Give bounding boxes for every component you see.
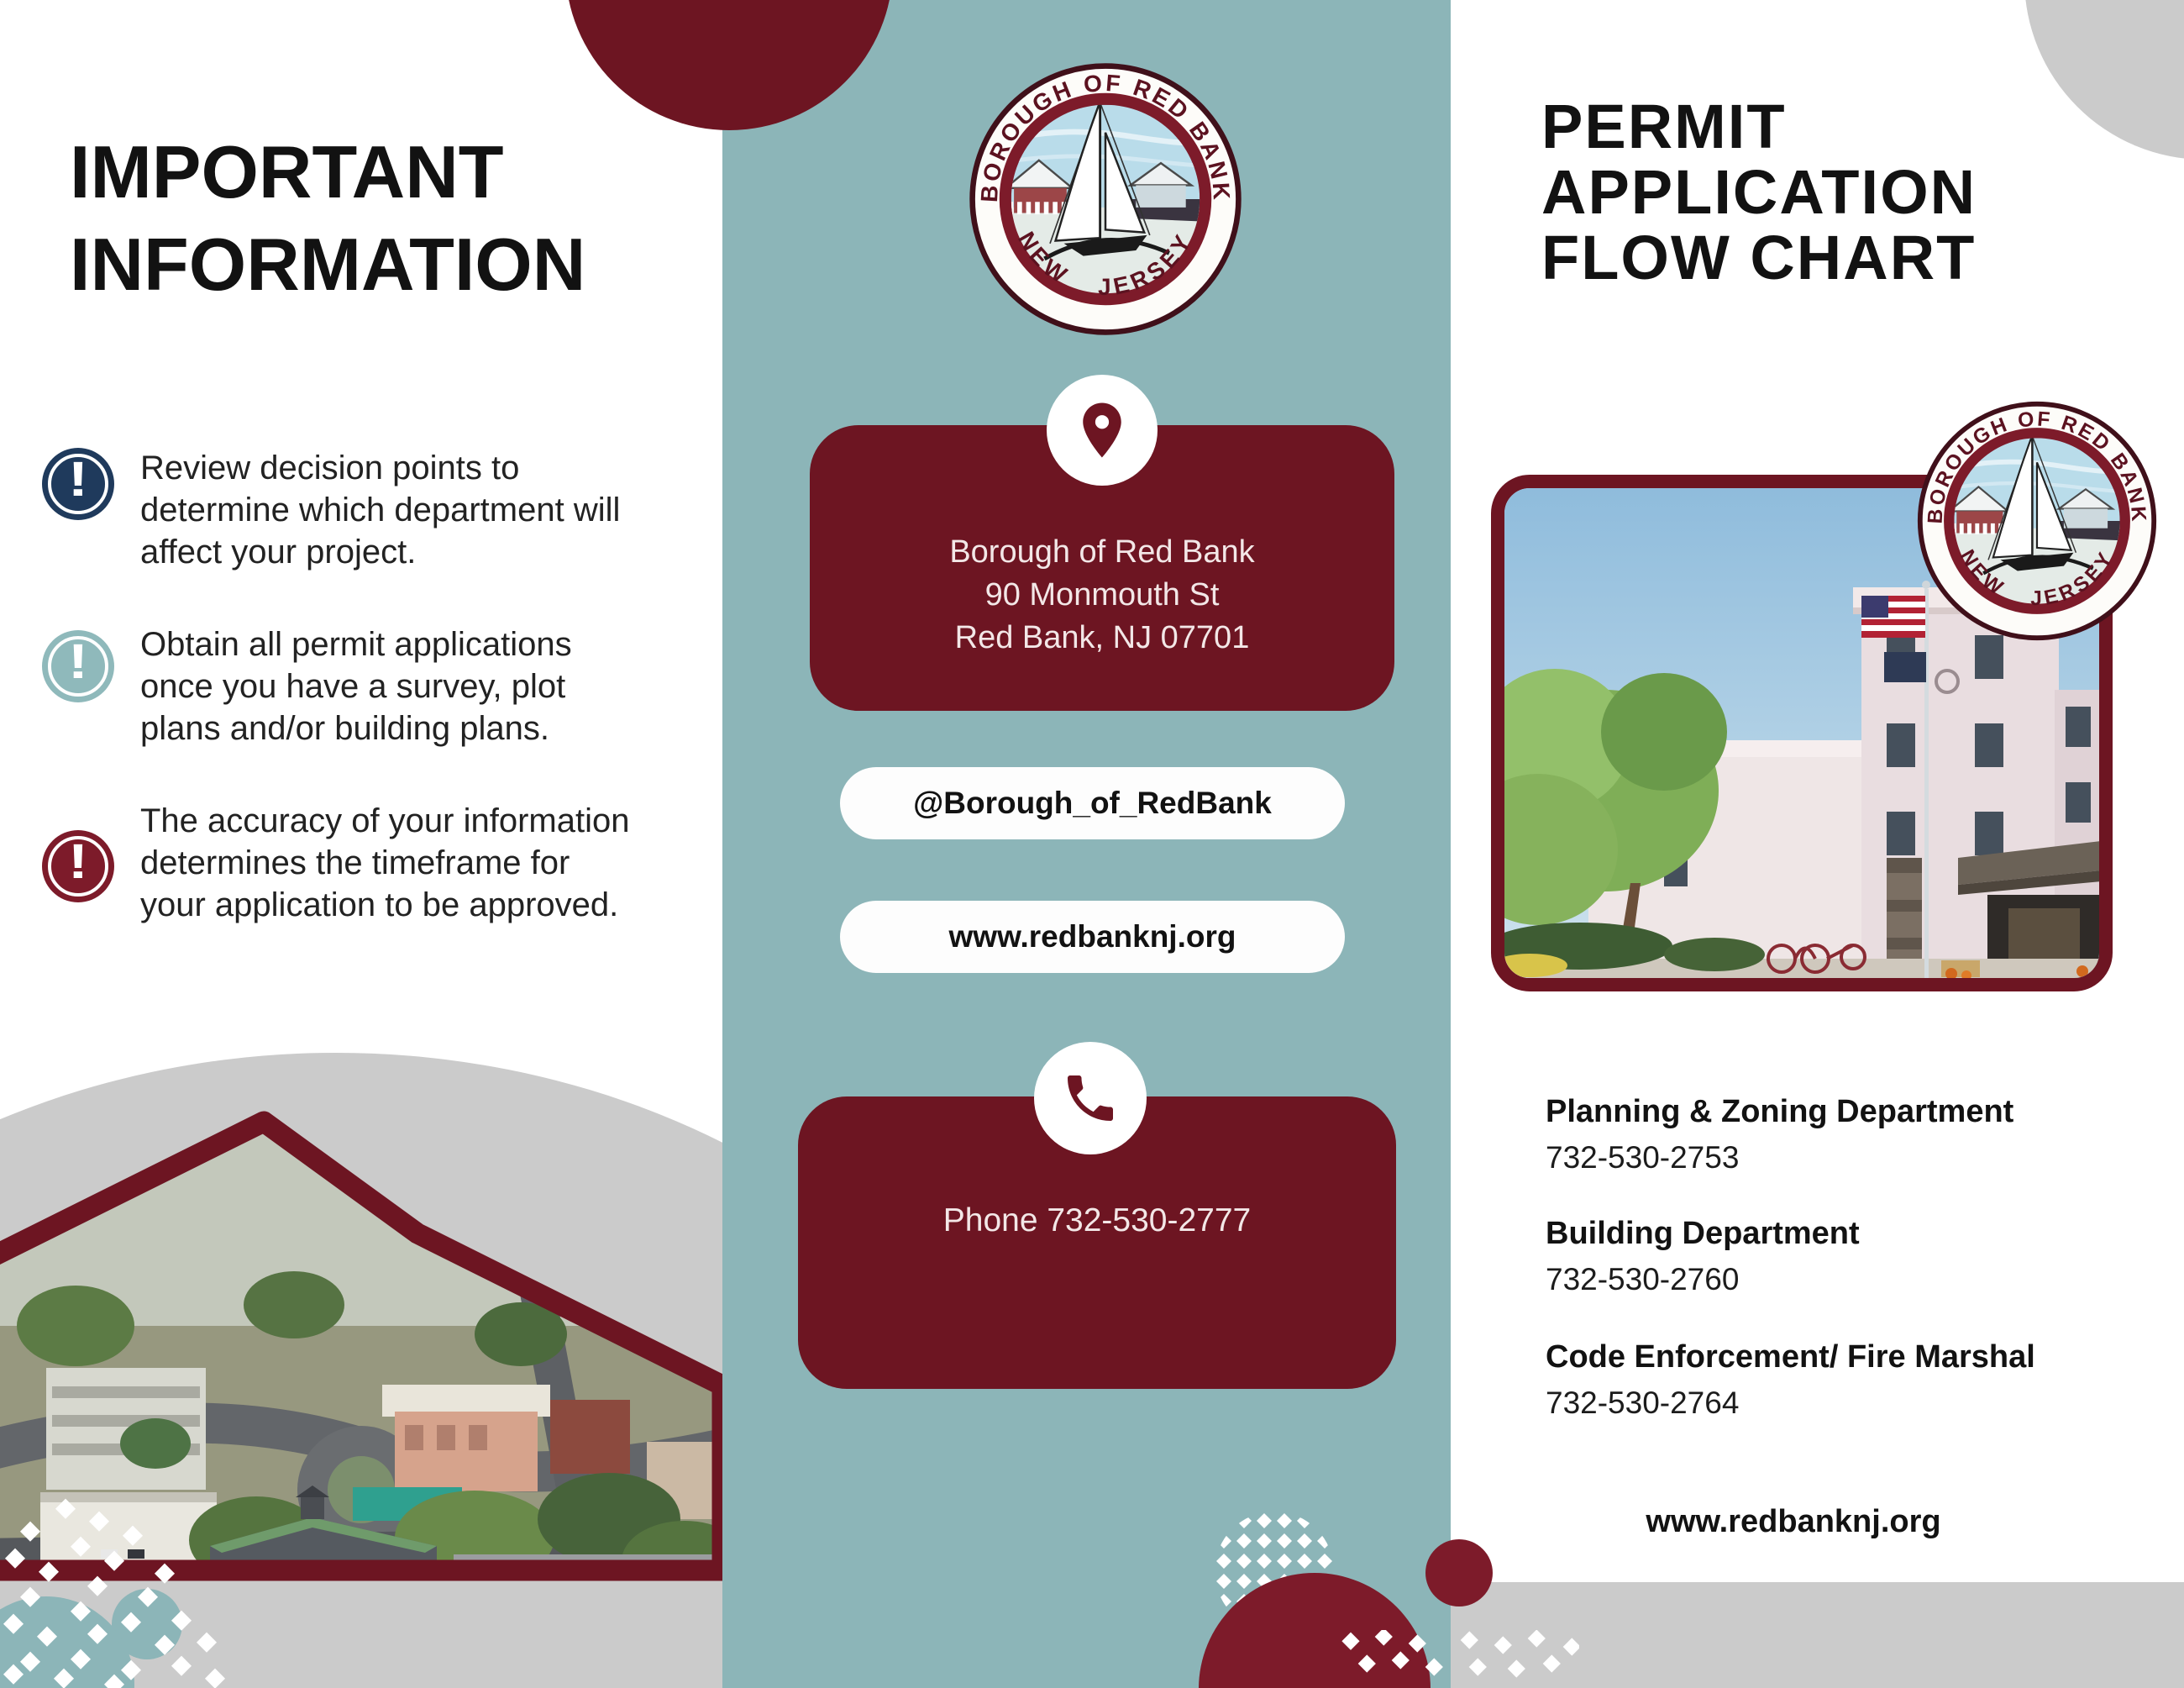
website-link[interactable]: www.redbanknj.org [1646,1504,1941,1539]
department-phone: 732-530-2760 [1546,1262,1740,1296]
department-name: Building Department [1546,1216,1860,1251]
department-entry [1546,1094,2134,1175]
diamond-sprinkle-bottom-left [0,1497,269,1688]
address-line-3: Red Bank, NJ 07701 [954,620,1250,655]
department-entry [1546,1216,2134,1297]
gray-corner-circle-decoration [2024,0,2184,160]
borough-seal [967,60,1244,338]
left-panel-title [70,126,585,311]
phone-icon [1060,1068,1121,1128]
right-panel-title [1541,94,1977,291]
website-pill[interactable]: www.redbanknj.org [840,901,1345,973]
right-title-line2: APPLICATION [1541,157,1977,227]
borough-seal-small [1915,399,2159,643]
bullet-text-3: The accuracy of your information determines the timeframe for your application to be approved. [140,802,630,923]
department-phone: 732-530-2753 [1546,1140,1740,1175]
exclamation-icon-navy [42,448,114,520]
left-title-line2: INFORMATION [70,223,586,306]
department-name: Planning & Zoning Department [1546,1094,2014,1129]
phone-badge [1034,1042,1147,1154]
maroon-small-circle-decoration [1425,1539,1493,1606]
department-name: Code Enforcement/ Fire Marshal [1546,1339,2035,1375]
exclamation-icon-teal [42,630,114,702]
right-title-line3: FLOW CHART [1541,223,1977,292]
location-pin-badge [1047,375,1158,486]
address-line-1: Borough of Red Bank [949,534,1255,570]
exclamation-icon-maroon [42,830,114,902]
exclamation-mark: ! [67,634,89,689]
bullet-text-1: Review decision points to determine which department will affect your project. [140,450,621,571]
department-entry [1546,1339,2134,1421]
exclamation-mark: ! [67,452,89,507]
bullet-text-2: Obtain all permit applications once you have a survey, plot plans and/or building plans. [140,626,572,747]
left-title-line1: IMPORTANT [70,130,504,213]
department-phone: 732-530-2764 [1546,1386,1740,1420]
phone-number-text: Phone 732-530-2777 [942,1202,1252,1238]
diamond-sprinkle-bottom-center [1327,1630,1579,1688]
address-line-2: 90 Monmouth St [984,577,1220,613]
social-handle-pill[interactable]: @Borough_of_RedBank [840,767,1345,839]
exclamation-mark: ! [67,834,89,889]
right-title-line1: PERMIT [1541,92,1787,161]
location-pin-icon [1069,397,1135,463]
